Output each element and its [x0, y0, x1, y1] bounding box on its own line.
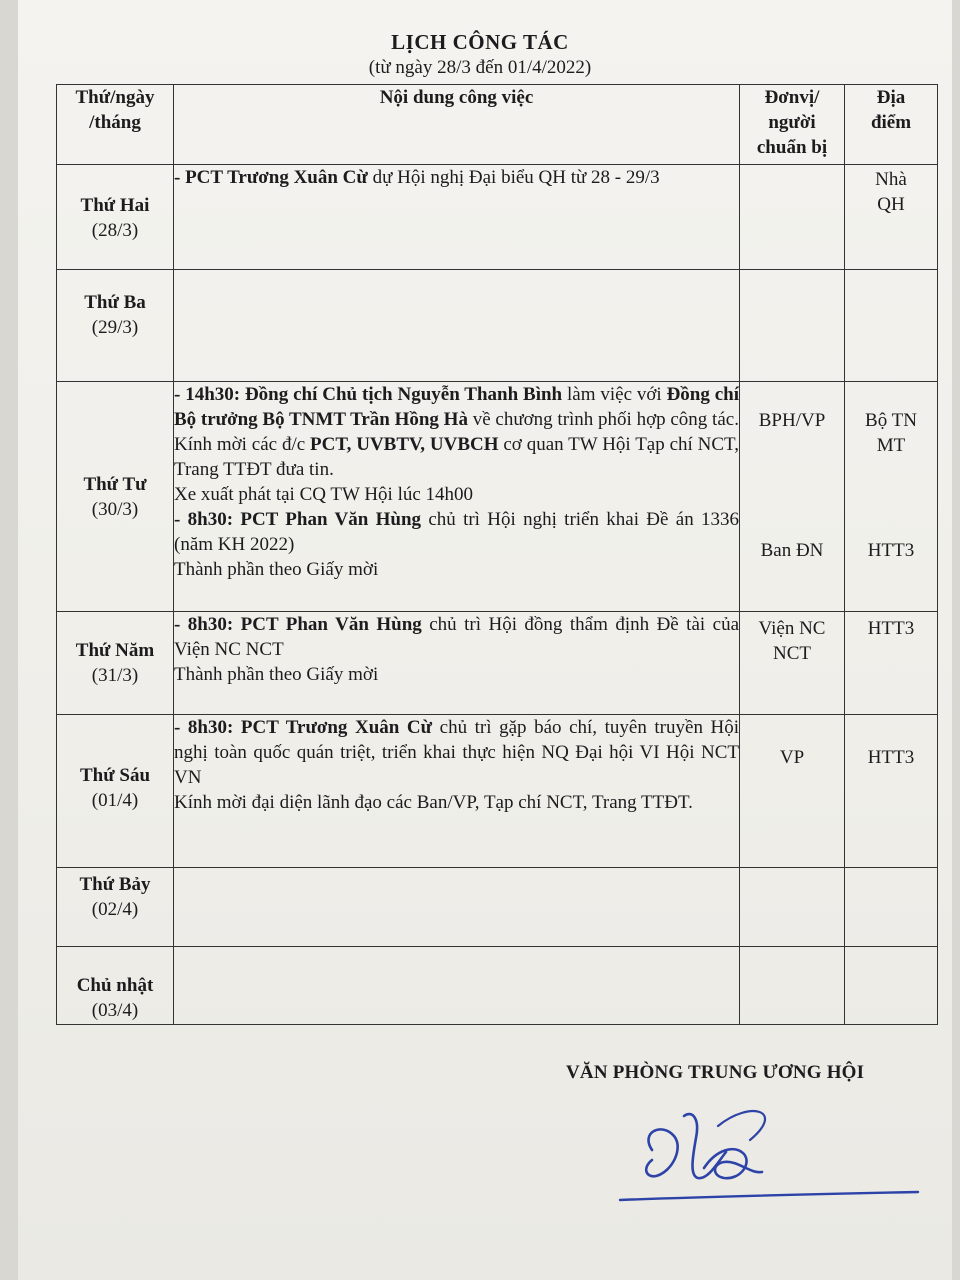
- task-item: - 8h30: PCT Trương Xuân Cừ chủ trì gặp báo chí, tuyên truyền Hội nghị toàn quốc quán triệt, triển khai thực hiện NQ Đại hội VI Hội NCT VN: [174, 717, 740, 788]
- unit-cell: Viện NC NCT: [740, 612, 845, 715]
- place-cell: [845, 270, 938, 382]
- schedule-table: [56, 84, 938, 1025]
- place-cell: Bộ TN MT HTT3: [845, 382, 938, 612]
- content-cell: [174, 270, 740, 382]
- day-cell: Thứ Năm (31/3): [57, 612, 174, 715]
- table-row: [57, 270, 938, 382]
- page-title: LỊCH CÔNG TÁC: [391, 30, 569, 54]
- content-cell: [174, 715, 740, 868]
- task-note: Xe xuất phát tại CQ TW Hội lúc 14h00: [174, 484, 474, 505]
- table-row: [57, 382, 938, 612]
- task-note: Thành phần theo Giấy mời: [174, 559, 379, 580]
- place-cell: Nhà QH: [845, 165, 938, 270]
- place-cell: [845, 947, 938, 1025]
- unit-cell: VP: [740, 715, 845, 868]
- task-item: - 8h30: PCT Phan Văn Hùng chủ trì Hội đồng thẩm định Đề tài của Viện NC NCT: [174, 614, 739, 660]
- task-note: Kính mời đại diện lãnh đạo các Ban/VP, Tạp chí NCT, Trang TTĐT.: [174, 792, 693, 813]
- unit-cell: [740, 165, 845, 270]
- header-unit: Đơnvị/ người chuẩn bị: [740, 85, 845, 165]
- unit-cell: [740, 947, 845, 1025]
- table-row: [57, 868, 938, 947]
- content-cell: [174, 868, 740, 947]
- content-cell: [174, 165, 740, 270]
- day-cell: Thứ Hai (28/3): [57, 165, 174, 270]
- day-cell: Thứ Sáu (01/4): [57, 715, 174, 868]
- task-item: - 14h30: Đồng chí Chủ tịch Nguyễn Thanh Bình làm việc với Đồng chí Bộ trưởng Bộ TNMT Trần Hồng Hà về chương trình phối hợp công tác.: [174, 384, 740, 430]
- day-cell: Thứ Ba (29/3): [57, 270, 174, 382]
- day-cell: Thứ Bảy (02/4): [57, 868, 174, 947]
- day-cell: Chủ nhật (03/4): [57, 947, 174, 1025]
- unit-cell: [740, 270, 845, 382]
- place-cell: [845, 868, 938, 947]
- table-row: [57, 612, 938, 715]
- unit-cell: [740, 868, 845, 947]
- unit-cell: BPH/VP Ban ĐN: [740, 382, 845, 612]
- task-note: Kính mời các đ/c PCT, UVBTV, UVBCH cơ quan TW Hội Tạp chí NCT, Trang TTĐT đưa tin.: [174, 434, 740, 480]
- content-cell: [174, 382, 740, 612]
- task-note: Thành phần theo Giấy mời: [174, 664, 379, 685]
- task-item: - PCT Trương Xuân Cừ dự Hội nghị Đại biểu QH từ 28 - 29/3: [174, 167, 660, 188]
- table-row: [57, 165, 938, 270]
- day-cell: Thứ Tư (30/3): [57, 382, 174, 612]
- content-cell: [174, 612, 740, 715]
- header-place: Địa điểm: [845, 85, 938, 165]
- table-row: [57, 715, 938, 868]
- header-day: Thứ/ngày /tháng: [57, 85, 174, 165]
- office-signature-title: VĂN PHÒNG TRUNG ƯƠNG HỘI: [566, 1062, 865, 1083]
- table-row: [57, 947, 938, 1025]
- content-cell: [174, 947, 740, 1025]
- task-item: - 8h30: PCT Phan Văn Hùng chủ trì Hội nghị triển khai Đề án 1336 (năm KH 2022): [174, 509, 740, 555]
- header-content: Nội dung công việc: [174, 85, 740, 165]
- place-cell: HTT3: [845, 612, 938, 715]
- table-header-row: [57, 85, 938, 165]
- place-cell: HTT3: [845, 715, 938, 868]
- signature-mark: [600, 1080, 930, 1220]
- page-subtitle: (từ ngày 28/3 đến 01/4/2022): [368, 57, 592, 78]
